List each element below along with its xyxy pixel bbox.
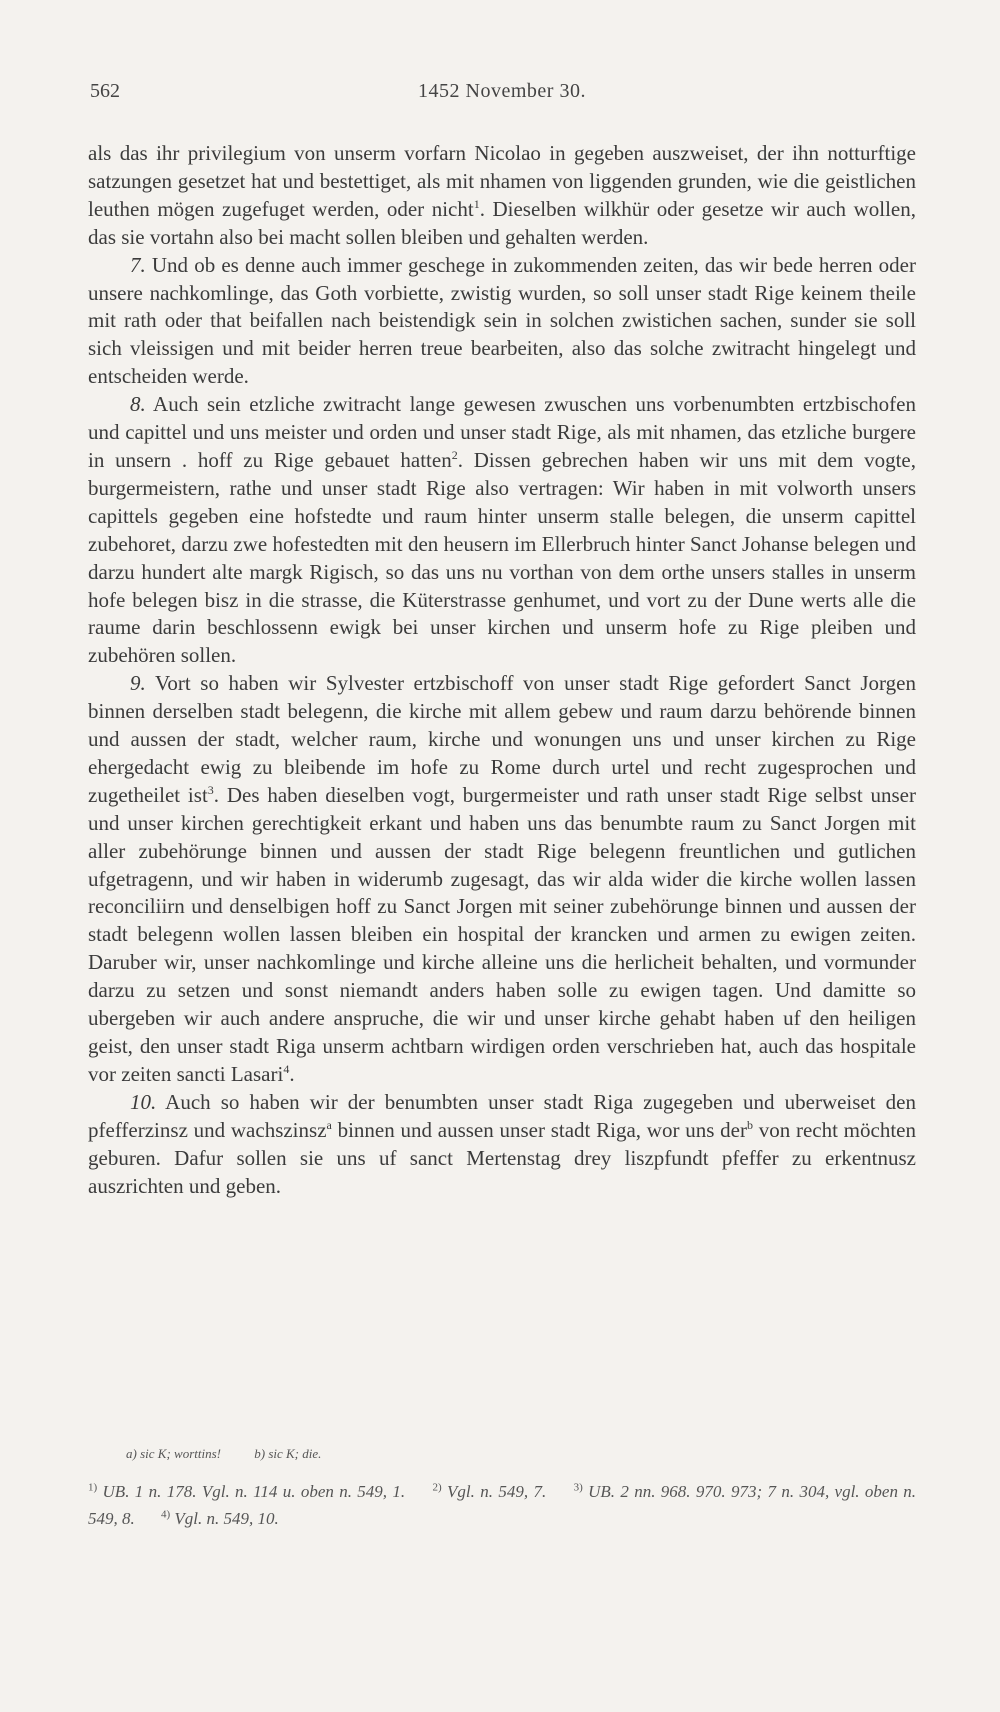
footnote-ref-1: 1	[473, 196, 480, 211]
page-number: 562	[90, 80, 120, 102]
paragraph-9	[88, 670, 916, 1089]
footnote-mark: 1)	[88, 1481, 98, 1494]
footnote-mark: 2)	[432, 1481, 442, 1494]
section-number: 9.	[130, 671, 146, 696]
section-number: 8.	[130, 392, 146, 417]
page-header	[90, 80, 914, 110]
paragraph-text: von recht möchten geburen. Dafur sollen sie uns uf sanct Mertenstag drey liszpfundt pfeffer zu erkentnusz auszrichten und geben.	[88, 1117, 916, 1198]
paragraph-text: binnen und aussen unser stadt Riga, wor uns der	[331, 1117, 747, 1142]
paragraph-continuation	[88, 140, 916, 252]
paragraph-text: Und ob es denne auch immer geschege in zukommenden zeiten, das wir bede herren oder unsere nachkomlinge, das Goth vorbiette, zwistig wurden, so soll unser stadt Rige keinem theile mit rath oder that beifallen nach beistendigk sein in solchen zwistichen sachen, sunder sie soll sich vleissigen und mit beider herren treue bearbeiten, also das solche zwitracht hingelegt und entscheiden werde.	[88, 252, 916, 389]
paragraph-text: . Dieselben wilkhür oder gesetze wir auch wollen, das sie vortahn also bei macht sollen bleiben und gehalten werden.	[88, 196, 916, 249]
footnote-ref-b: b	[746, 1117, 753, 1132]
paragraph-7	[88, 252, 916, 392]
paragraph-text: . Des haben dieselben vogt, burgermeister und rath unser stadt Rige selbst unser und unser kirchen gerechtigkeit erkant und haben uns das benumbte raum zu Sanct Jorgen mit aller zubehörunge binnen und aussen der stadt Rige belegenn freuntlichen und gutlichen ufgetragenn, und wir haben in widerumb zugesagt, das wir alda wider die kirche wollen lassen reconciliirn und denselbigen hoff zu Sanct Jorgen mit seiner zubehörunge binnen und aussen der stadt belegenn wollen lassen bleiben ein hospital der krancken und armen zu ewigen zeiten. Daruber wir, unser nachkomlinge und kirche alleine uns die herlicheit behalten, und vormunder darzu zu setzen und sonst niemandt anders haben solle zu ewigen tagen. Und damitte so ubergeben wir auch andere anspruche, die wir und unser kirche gehabt haben uf den heiligen geist, den unser stadt Riga unserm achtbarn wirdigen orden verschrieben hat, auch das hospitale vor zeiten sancti Lasari	[88, 782, 916, 1086]
paragraph-text: als das ihr privilegium von unserm vorfarn Nicolao in gegeben auszweiset, der ihn notturftige satzungen gesetzet hat und bestettiget, als mit nhamen von liggenden grunden, wie die geistlichen leuthen mögen zugefuget werden, oder nicht	[88, 141, 916, 221]
section-number: 7.	[130, 252, 146, 277]
paragraph-text: Vort so haben wir Sylvester ertzbischoff von unser stadt Rige gefordert Sanct Jorgen binnen derselben stadt belegenn, die kirche mit allem gebew und raum darzu behörende binnen und aussen der stadt, welcher raum, kirche und wonungen uns und unser kirchen zu Rige ehergedacht ewig zu bleibende im hofe zu Rome durch urtel und recht zugesprochen und zugetheilet ist	[88, 671, 916, 807]
paragraph-8	[88, 391, 916, 670]
footnote-text: Vgl. n. 549, 7.	[447, 1482, 547, 1501]
paragraph-10	[88, 1089, 916, 1201]
footnote-mark: 4)	[161, 1508, 171, 1521]
footnote-4	[161, 1509, 279, 1528]
footnote-ref-4: 4	[283, 1061, 290, 1076]
body-text	[88, 140, 916, 1200]
paragraph-text: . Dissen gebrechen haben wir uns mit dem vogte, burgermeistern, rathe und unser stadt Rige also vertragen: Wir haben in mit volworth unsers capittels gegeben eine hofstedte und raum hinter unserm stalle belegen, die unserm capittel zubehoret, darzu zwe hofestedten mit den heusern im Ellerbruch hinter Sanct Johanse belegen und darzu hundert alte margk Rigisch, so das uns nu vorthan von dem orthe unsers stalles in unserm hofe belegen bisz in die strasse, die Küterstrasse genhumet, und vort zu der Dune werts alle die raume darin beschlossenn ewigk bei unser kirchen und unserm hofe zu Rige pleiben und zubehören sollen.	[88, 447, 916, 668]
footnote-text: UB. 2 nn. 968. 970. 973; 7 n. 304, vgl. oben n. 549, 8.	[88, 1482, 917, 1528]
paragraph-text: .	[289, 1061, 295, 1086]
note-b: b) sic K; die.	[254, 1446, 322, 1461]
footnote-2	[433, 1482, 547, 1501]
date-title: 1452 November 30.	[418, 80, 586, 102]
footnote-ref-2: 2	[451, 447, 458, 462]
paragraph-text: Auch sein etzliche zwitracht lange gewesen zwuschen uns vorbenumbten ertzbischofen und capittel und uns meister und orden und unser stadt Rige, als mit nhamen, das etzliche burgere in unsern . hoff zu Rige gebauet hatten	[88, 392, 916, 472]
footnotes	[88, 1478, 916, 1532]
footnote-1	[88, 1482, 405, 1501]
paragraph-text: Auch so haben wir der benumbten unser stadt Riga zugegeben und uberweiset den pfefferzinsz und wachszinsz	[88, 1089, 916, 1142]
footnote-text: UB. 1 n. 178. Vgl. n. 114 u. oben n. 549, 1.	[102, 1482, 406, 1501]
footnote-mark: 3)	[573, 1481, 583, 1494]
text-critical-notes	[126, 1446, 916, 1462]
note-a: a) sic K; worttins!	[126, 1446, 221, 1461]
footnote-text: Vgl. n. 549, 10.	[174, 1509, 279, 1528]
section-number: 10.	[130, 1089, 157, 1114]
footnote-ref-3: 3	[207, 782, 214, 797]
footnote-ref-a: a	[326, 1117, 332, 1132]
